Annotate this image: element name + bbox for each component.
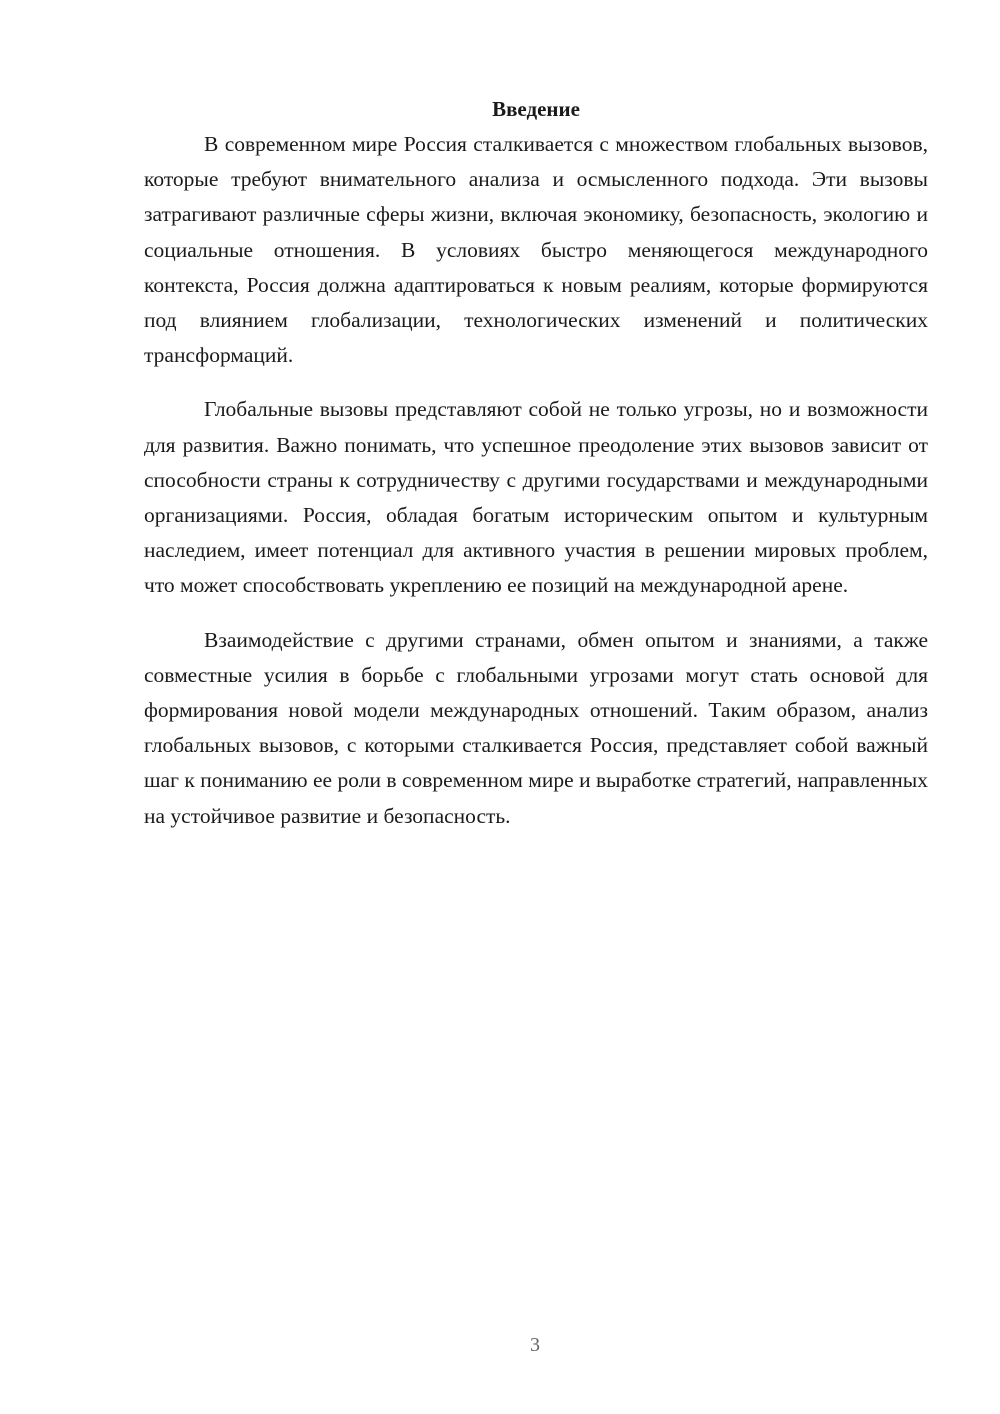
page-content bbox=[144, 92, 928, 834]
paragraph-1: В современном мире Россия сталкивается с множеством глобальных вызовов, которые требуют внимательного анализа и осмысленного подхода. Эти вызовы затрагивают различные сферы жизни, включая экономику, безопасность, экологию и социальные отношения. В условиях быстро меняющегося международного контекста, Россия должна адаптироваться к новым реалиям, которые формируются под влиянием глобализации, технологических изменений и политических трансформаций. bbox=[144, 132, 928, 368]
section-heading: Введение bbox=[492, 97, 580, 121]
paragraph-3: Взаимодействие с другими странами, обмен опытом и знаниями, а также совместные усилия в борьбе с глобальными угрозами могут стать основой для формирования новой модели международных отношений. Таким образом, анализ глобальных вызовов, с которыми сталкивается Россия, представляет собой важный шаг к пониманию ее роли в современном мире и выработке стратегий, направленных на устойчивое развитие и безопасность. bbox=[144, 627, 928, 828]
paragraph-2: Глобальные вызовы представляют собой не только угрозы, но и возможности для развития. Важно понимать, что успешное преодоление этих вызовов зависит от способности страны к сотрудничеству с другими государствами и международными организациями. Россия, обладая богатым историческим опытом и культурным наследием, имеет потенциал для активного участия в решении мировых проблем, что может способствовать укреплению ее позиций на международной арене. bbox=[144, 397, 928, 598]
page-number: 3 bbox=[530, 1334, 540, 1356]
